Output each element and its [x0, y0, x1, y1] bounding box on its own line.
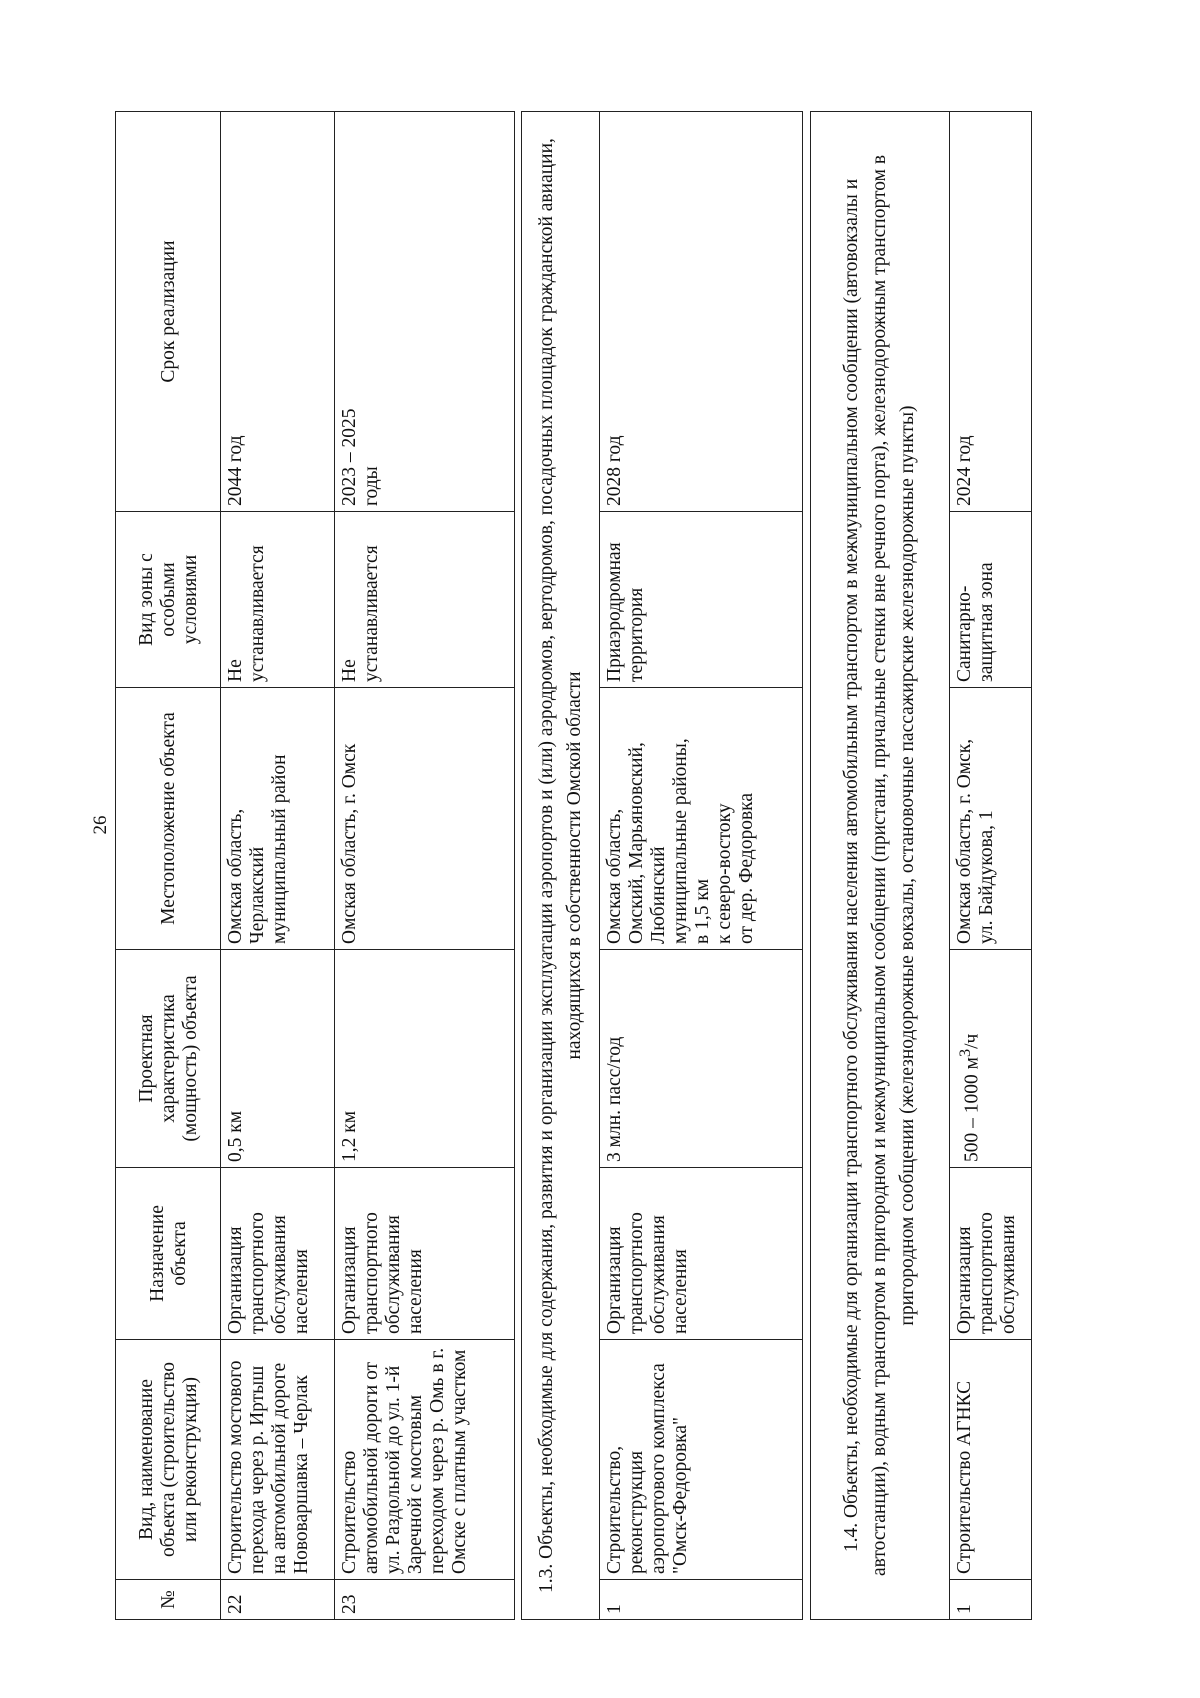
table-gap — [803, 112, 811, 1620]
capacity-superscript: 3 — [956, 1048, 975, 1058]
section-heading-1-3: 1.3. Объекты, необходимые для содержания, развития и организации эксплуатации аэропортов и (или) аэродромов, вертодромов, посадочных площадок гражданской авиации, находящихся в собственности Омской области — [522, 112, 599, 1620]
cell-num: 22 — [221, 1580, 335, 1620]
cell-capacity: 1,2 км — [334, 950, 514, 1168]
cell-purpose: Организация транспортного обслуживания населения — [334, 1168, 514, 1340]
cell-location: Омская область, г. Омск — [334, 688, 514, 950]
cell-location: Омская область, Омский, Марьяновский, Любинский муниципальные районы, в 1,5 км к северо-востоку от дер. Федоровка — [599, 688, 803, 950]
cell-name: Строительство мостового перехода через р. Иртыш на автомобильной дороге Нововаршавка – Черлак — [221, 1340, 335, 1580]
header-location: Местоположение объекта — [116, 688, 221, 950]
cell-location: Омская область, Черлакский муниципальный район — [221, 688, 335, 950]
section-heading-1-4: 1.4. Объекты, необходимые для организации транспортного обслуживания населения автомобильным транспортом в межмуниципальном сообщении (автовокзалы и автостанции), водным транспортом в пригородном и межмуниципальном сообщении (пристани, причальные стенки вне речного порта), железнодорожным транспортом в пригородном сообщении (железнодорожные вокзалы, остановочные пассажирские железнодорожные пункты) — [810, 112, 949, 1620]
section-row-1-3 — [522, 112, 599, 1620]
cell-term: 2023 – 2025 годы — [334, 112, 514, 512]
header-capacity: Проектная характеристика (мощность) объекта — [116, 950, 221, 1168]
table-header-row — [116, 112, 221, 1620]
table-gap — [514, 112, 522, 1620]
cell-purpose: Организация транспортного обслуживания населения — [599, 1168, 803, 1340]
header-kind-name: Вид, наименование объекта (строительство или реконструкция) — [116, 1340, 221, 1580]
cell-purpose: Организация транспортного обслуживания — [950, 1168, 1032, 1340]
cell-name: Строительство АГНКС — [950, 1340, 1032, 1580]
cell-term: 2044 год — [221, 112, 335, 512]
cell-zone: Не устанавливается — [221, 512, 335, 688]
cell-capacity: 3 млн. пасс/год — [599, 950, 803, 1168]
cell-name: Строительство автомобильной дороги от ул. Раздольной до ул. 1-й Заречной с мостовым переходом через р. Омь в г. Омске с платным участком — [334, 1340, 514, 1580]
table-row — [334, 112, 514, 1620]
capacity-unit: /ч — [961, 1033, 983, 1049]
rotated-table-wrapper — [115, 112, 1032, 1620]
capacity-value: 500 – 1000 м — [961, 1057, 983, 1162]
cell-num: 1 — [599, 1580, 803, 1620]
cell-num: 1 — [950, 1580, 1032, 1620]
cell-capacity: 0,5 км — [221, 950, 335, 1168]
gap-cell — [803, 112, 811, 1620]
table-row — [599, 112, 803, 1620]
cell-zone: Санитарно- защитная зона — [950, 512, 1032, 688]
cell-num: 23 — [334, 1580, 514, 1620]
cell-location: Омская область, г. Омск, ул. Байдукова, 1 — [950, 688, 1032, 950]
cell-name: Строительство, реконструкция аэропортового комплекса "Омск-Федоровка" — [599, 1340, 803, 1580]
page-number-text: 26 — [90, 815, 111, 835]
cell-zone: Приаэродромная территория — [599, 512, 803, 688]
table-row — [950, 112, 1032, 1620]
section-row-1-4 — [810, 112, 949, 1620]
header-purpose: Назначение объекта — [116, 1168, 221, 1340]
header-term: Срок реализации — [116, 112, 221, 512]
gap-cell — [514, 112, 522, 1620]
objects-table — [115, 111, 1032, 1620]
page-number — [88, 805, 114, 845]
table-row — [221, 112, 335, 1620]
cell-term: 2024 год — [950, 112, 1032, 512]
cell-capacity — [950, 950, 1032, 1168]
header-num: № — [116, 1580, 221, 1620]
header-zone: Вид зоны с особыми условиями — [116, 512, 221, 688]
cell-term: 2028 год — [599, 112, 803, 512]
cell-zone: Не устанавливается — [334, 512, 514, 688]
cell-purpose: Организация транспортного обслуживания населения — [221, 1168, 335, 1340]
